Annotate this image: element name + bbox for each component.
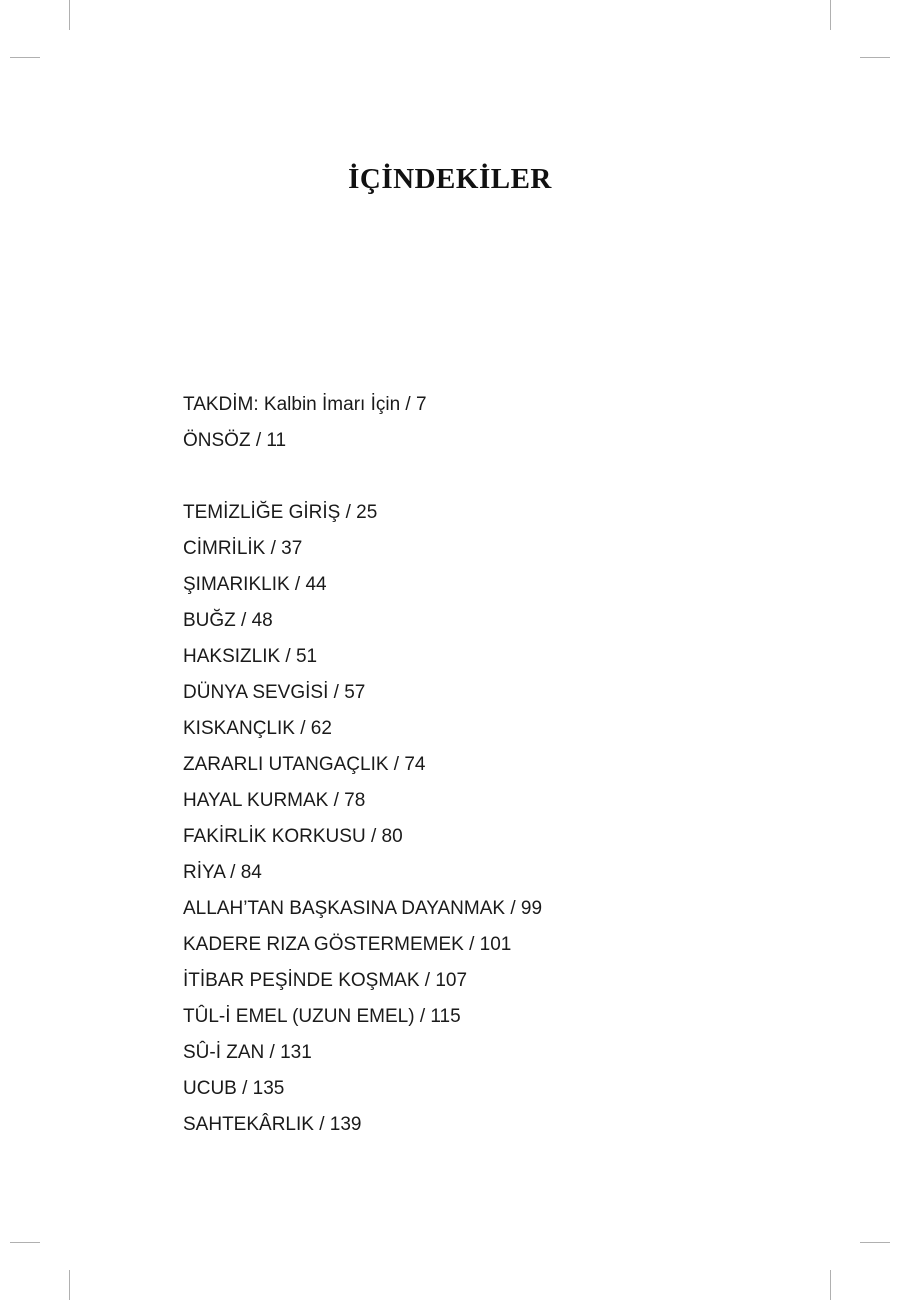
toc-entry-chapter: CİMRİLİK / 37 xyxy=(183,538,303,559)
toc-entry-chapter: UCUB / 135 xyxy=(183,1078,285,1099)
toc-entry-chapter: FAKİRLİK KORKUSU / 80 xyxy=(183,826,403,847)
toc-entry-chapter: HAYAL KURMAK / 78 xyxy=(183,790,366,811)
toc-entry-chapter: SÛ-İ ZAN / 131 xyxy=(183,1042,312,1063)
crop-mark-bottom-left-horizontal xyxy=(10,1242,40,1243)
toc-entry-chapter: KISKANÇLIK / 62 xyxy=(183,718,332,739)
toc-entry-chapter: BUĞZ / 48 xyxy=(183,610,273,631)
toc-entry-takdim: TAKDİM: Kalbin İmarı İçin / 7 xyxy=(183,394,427,415)
toc-entry-chapter: HAKSIZLIK / 51 xyxy=(183,646,318,667)
table-of-contents xyxy=(183,387,783,1143)
crop-mark-bottom-right-vertical xyxy=(830,1270,831,1300)
toc-entry-chapter: SAHTEKÂRLIK / 139 xyxy=(183,1114,362,1135)
toc-entry-chapter: ZARARLI UTANGAÇLIK / 74 xyxy=(183,754,426,775)
toc-entry-chapter: TÛL-İ EMEL (UZUN EMEL) / 115 xyxy=(183,1006,461,1027)
page-title: İÇİNDEKİLER xyxy=(348,163,552,195)
crop-mark-top-left-vertical xyxy=(69,0,70,30)
crop-mark-bottom-left-vertical xyxy=(69,1270,70,1300)
toc-entry-onsoz: ÖNSÖZ / 11 xyxy=(183,430,287,451)
crop-mark-bottom-right-horizontal xyxy=(860,1242,890,1243)
toc-section-gap xyxy=(183,459,783,495)
crop-mark-top-right-horizontal xyxy=(860,57,890,58)
toc-entry-chapter: TEMİZLİĞE GİRİŞ / 25 xyxy=(183,502,378,523)
toc-entry-chapter: ŞIMARIKLIK / 44 xyxy=(183,574,327,595)
toc-entry-chapter: KADERE RIZA GÖSTERMEMEK / 101 xyxy=(183,934,512,955)
crop-mark-top-right-vertical xyxy=(830,0,831,30)
toc-entry-chapter: ALLAH’TAN BAŞKASINA DAYANMAK / 99 xyxy=(183,898,543,919)
toc-entry-chapter: RİYA / 84 xyxy=(183,862,262,883)
toc-entry-chapter: DÜNYA SEVGİSİ / 57 xyxy=(183,682,366,703)
crop-mark-top-left-horizontal xyxy=(10,57,40,58)
toc-entry-chapter: İTİBAR PEŞİNDE KOŞMAK / 107 xyxy=(183,970,468,991)
